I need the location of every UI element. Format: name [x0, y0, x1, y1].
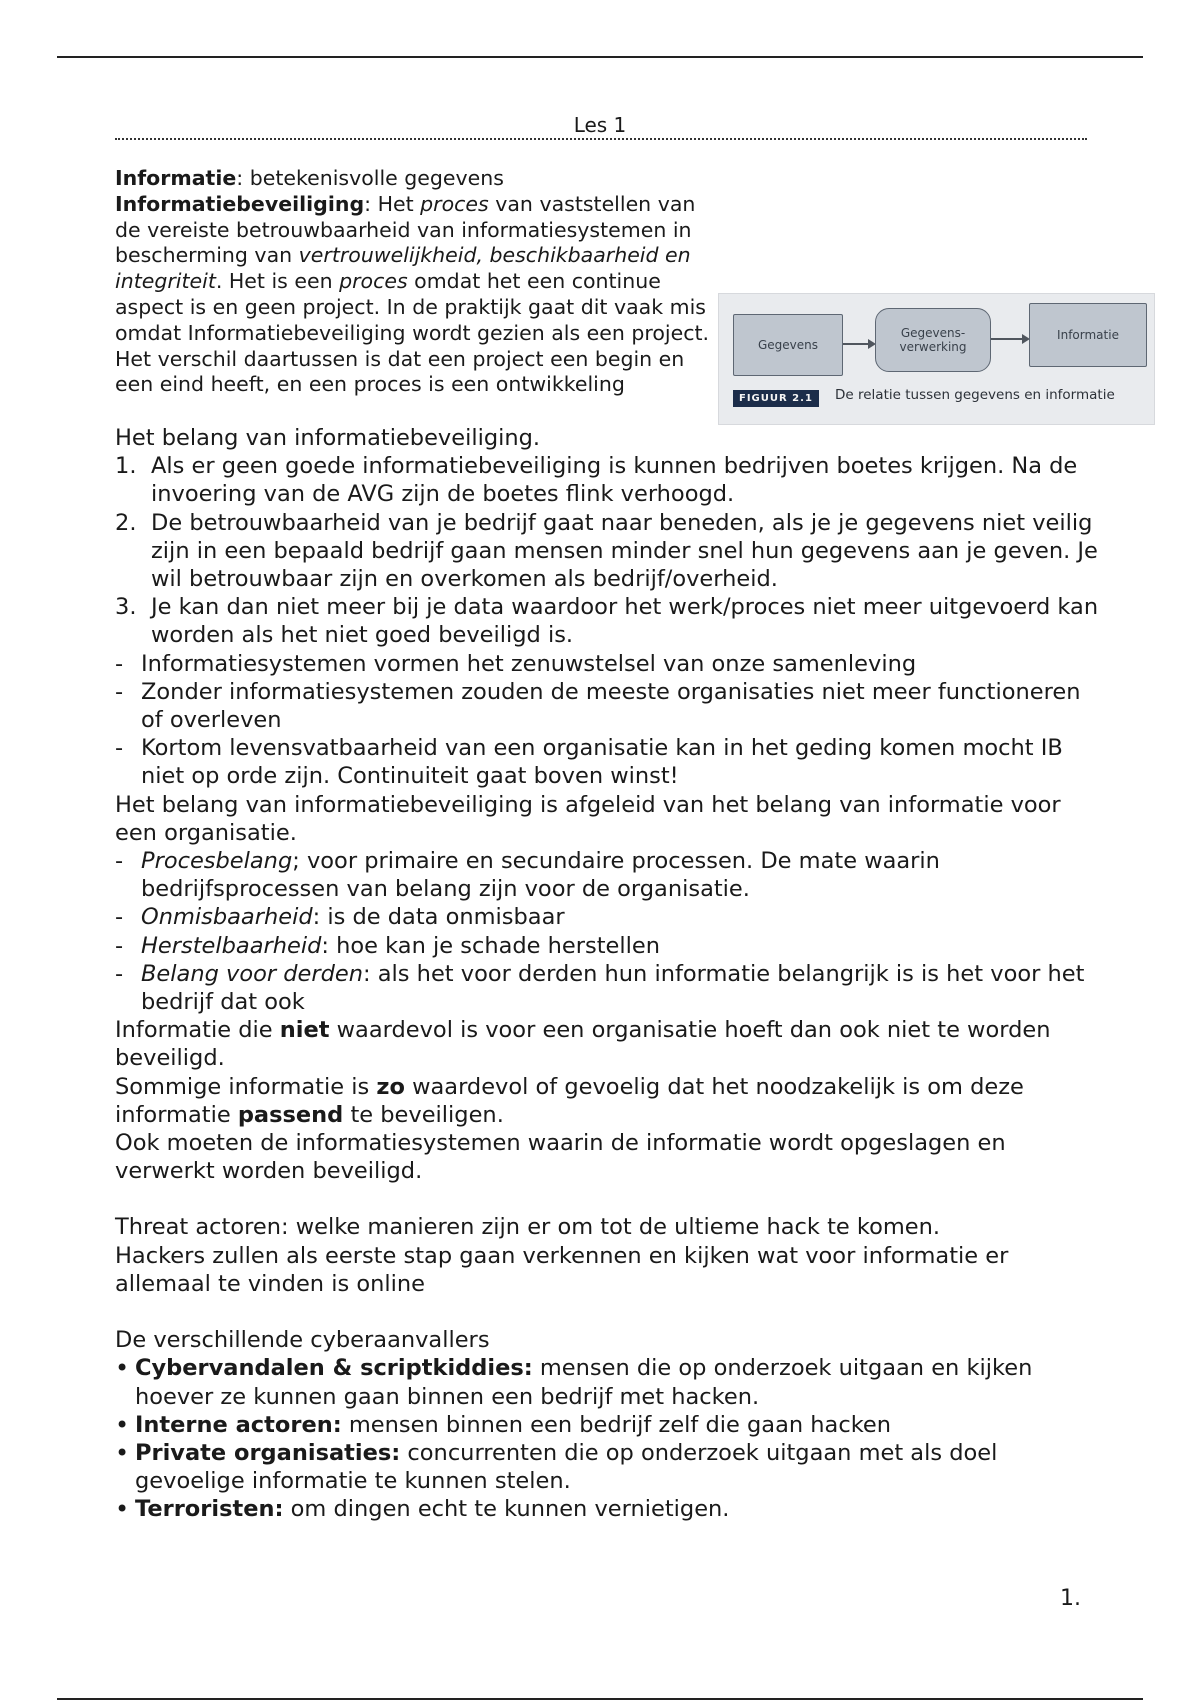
list-item: • Private organisaties: concurrenten die op onderzoek uitgaan met als doel gevoelige informatie te kunnen stelen.: [115, 1438, 998, 1495]
threat-line-2: Hackers zullen als eerste stap gaan verkennen en kijken wat voor informatie er allemaal te vinden is online: [115, 1242, 1009, 1297]
page-number: 1.: [1060, 1586, 1081, 1611]
list-item: 2. De betrouwbaarheid van je bedrijf gaat naar beneden, als je je gegevens niet veilig zijn in een bepaald bedrijf gaan mensen minder snel hun gegevens aan je geven. Je wil betrouwbaar zijn en overkomen als bedrijf/overheid.: [115, 509, 1098, 593]
top-rule: [57, 56, 1143, 58]
bullet-icon: •: [115, 1438, 130, 1467]
list-item: - Onmisbaarheid: is de data onmisbaar: [115, 904, 565, 931]
arrow-icon: [991, 338, 1023, 340]
paragraph-systemen: Ook moeten de informatiesystemen waarin de informatie wordt opgeslagen en verwerkt worden beveiligd.: [115, 1130, 1006, 1185]
arrow-icon: [843, 343, 869, 345]
cyber-list: [115, 1354, 1105, 1523]
page-header-title: Les 1: [573, 113, 627, 137]
paragraph-niet-waardevol: Informatie die niet waardevol is voor een organisatie hoeft dan ook niet te worden beveiligd.: [115, 1017, 1051, 1072]
figure-label: FIGUUR 2.1: [733, 390, 819, 407]
figure-caption: De relatie tussen gegevens en informatie: [835, 387, 1115, 403]
bullet-icon: •: [115, 1495, 130, 1524]
intro-section: [115, 166, 1119, 424]
list-item: • Terroristen: om dingen echt te kunnen vernietigen.: [115, 1495, 730, 1524]
bullet-icon: •: [115, 1410, 130, 1439]
list-item: • Interne actoren: mensen binnen een bedrijf zelf die gaan hacken: [115, 1410, 892, 1439]
figure-box-informatie: Informatie: [1029, 303, 1147, 367]
threat-line-1: Threat actoren: welke manieren zijn er om tot de ultieme hack te komen.: [115, 1214, 941, 1241]
afgeleid-paragraph: Het belang van informatiebeveiliging is afgeleid van het belang van informatie voor een organisatie.: [115, 791, 1061, 846]
figure-gegevens-informatie: [718, 293, 1155, 425]
list-item: 1. Als er geen goede informatiebeveiliging is kunnen bedrijven boetes krijgen. Na de invoering van de AVG zijn de boetes flink verhoogd.: [115, 453, 1078, 508]
definition-informatiebeveiliging: Informatiebeveiliging: Het proces van vaststellen van de vereiste betrouwbaarheid van informatiesystemen in bescherming van vertrouwelijkheid, beschikbaarheid en integriteit. Het is een proces omdat het een continue aspect is en geen project. In de praktijk gaat dit vaak mis omdat Informatiebeveiliging wordt gezien als een project. Het verschil daartussen is dat een project een begin en een eind heeft, en een proces is een ontwikkeling: [115, 191, 710, 397]
definition-informatie: Informatie: betekenisvolle gegevens: [115, 166, 504, 190]
belang-section: [115, 424, 1105, 1524]
aspect-list: [115, 847, 1105, 1016]
paragraph-passend: Sommige informatie is zo waardevol of gevoelig dat het noodzakelijk is om deze informatie passend te beveiligen.: [115, 1073, 1024, 1128]
list-item: - Belang voor derden: als het voor derden hun informatie belangrijk is is het voor het bedrijf dat ook: [115, 960, 1085, 1016]
list-item: 3. Je kan dan niet meer bij je data waardoor het werk/proces niet meer uitgevoerd kan worden als het niet goed beveiligd is.: [115, 594, 1099, 649]
belang-heading: Het belang van informatiebeveiliging.: [115, 425, 541, 451]
list-item: - Informatiesystemen vormen het zenuwstelsel van onze samenleving: [115, 650, 917, 677]
list-item: • Cybervandalen & scriptkiddies: mensen die op onderzoek uitgaan en kijken hoever ze kunnen gaan binnen een bedrijf met hacken.: [115, 1354, 1033, 1410]
numbered-list: [115, 452, 1105, 649]
bullet-icon: •: [115, 1354, 130, 1383]
list-item: - Herstelbaarheid: hoe kan je schade herstellen: [115, 932, 661, 959]
cyber-heading: De verschillende cyberaanvallers: [115, 1327, 490, 1354]
document-body: [115, 166, 1119, 1524]
header-dotted-line: [115, 138, 1087, 140]
dash-list: [115, 650, 1105, 791]
list-item: - Procesbelang; voor primaire en secundaire processen. De mate waarin bedrijfsprocessen van belang zijn voor de organisatie.: [115, 848, 940, 903]
figure-box-gegevens: Gegevens: [733, 314, 843, 376]
figure-box-gegevensverwerking: Gegevens- verwerking: [875, 308, 991, 372]
list-item: - Zonder informatiesystemen zouden de meeste organisaties niet meer functioneren of overleven: [115, 678, 1081, 734]
list-item: - Kortom levensvatbaarheid van een organisatie kan in het geding komen mocht IB niet op orde zijn. Continuiteit gaat boven winst!: [115, 735, 1063, 790]
